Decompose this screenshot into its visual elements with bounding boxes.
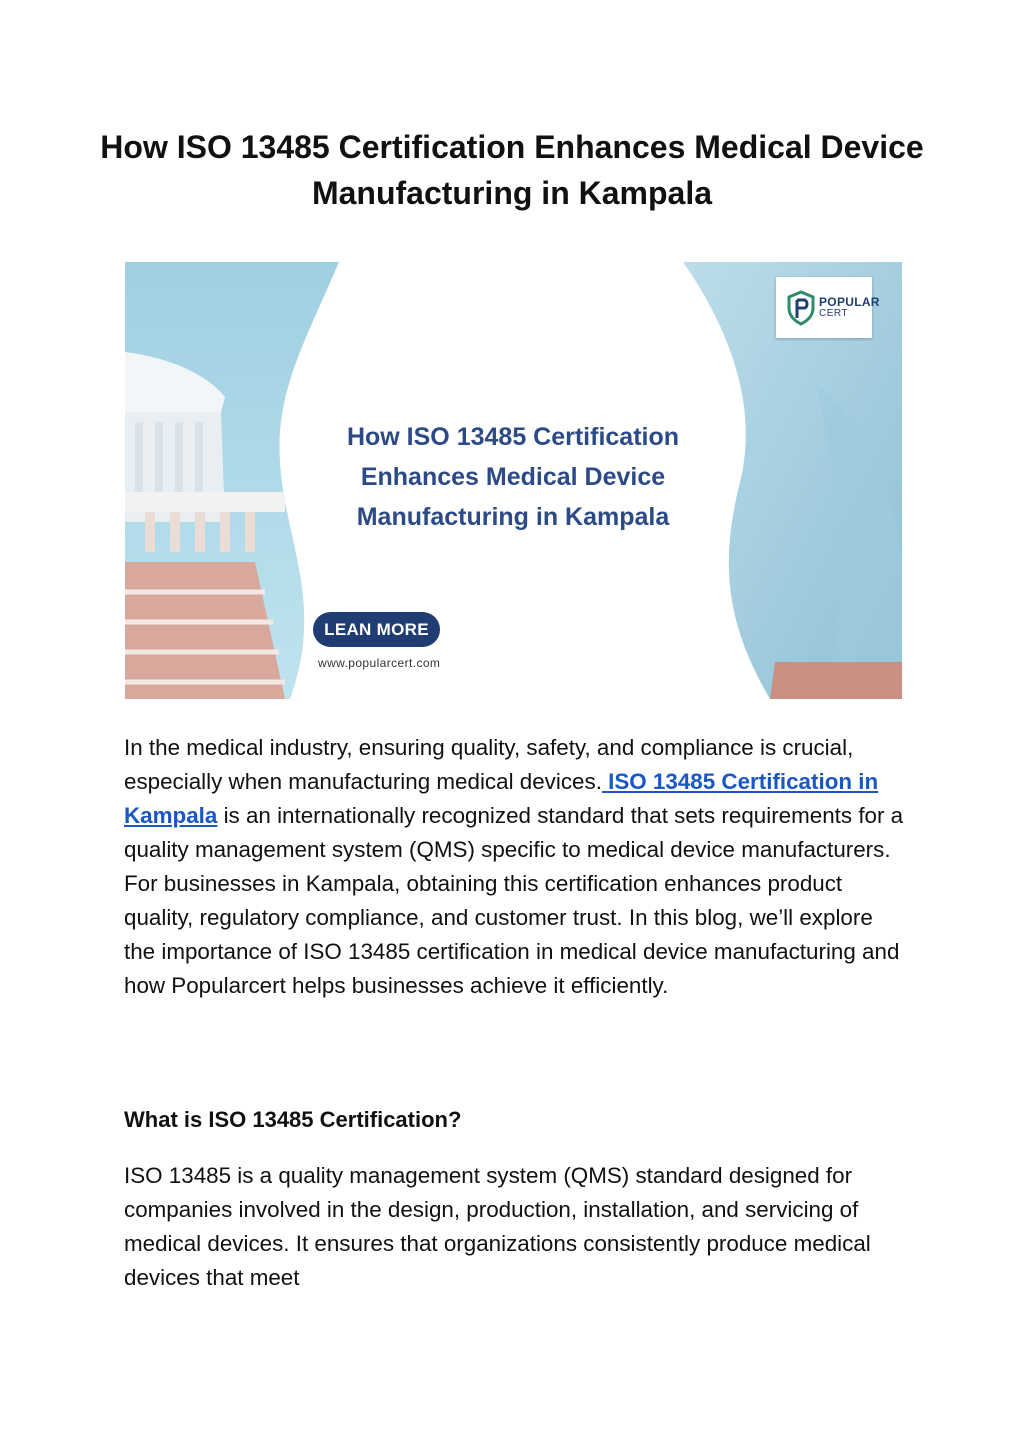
shield-logo-icon: [786, 290, 816, 326]
learn-more-button[interactable]: LEAN MORE: [313, 612, 440, 647]
logo-word-cert: CERT: [819, 307, 849, 319]
iso-13485-kampala-link[interactable]: ISO 13485 Certification in Kampala: [124, 769, 879, 828]
logo-word-popular: POPULAR: [819, 294, 880, 309]
intro-text-after-link: is an internationally recognized standard that sets requirements for a quality management system (QMS) specific to medical device manufacturers. For businesses in Kampala, obtaining this certification enhances product quality, regulatory compliance, and customer trust. In this blog, we’ll explore the importance of ISO 13485 certification in medical device manufacturing and how Popularcert helps businesses achieve it efficiently.: [124, 803, 904, 998]
section-heading: What is ISO 13485 Certification?: [124, 1107, 462, 1132]
section-paragraph: ISO 13485 is a quality management system (QMS) standard designed for companies involved in the design, production, installation, and servicing of medical devices. It ensures that organizations consistently produce medical devices that meet: [124, 1163, 871, 1290]
popularcert-logo: [776, 277, 880, 338]
intro-paragraph: [124, 731, 904, 1003]
page-title: How ISO 13485 Certification Enhances Medical Device Manufacturing in Kampala: [100, 129, 924, 211]
banner-heading: How ISO 13485 Certification Enhances Medical Device Manufacturing in Kampala: [346, 423, 680, 531]
banner-image: [125, 262, 902, 699]
banner-url: www.popularcert.com: [318, 656, 441, 670]
intro-text-before-link: In the medical industry, ensuring quality, safety, and compliance is crucial, especially when manufacturing medical devices.: [124, 735, 854, 794]
